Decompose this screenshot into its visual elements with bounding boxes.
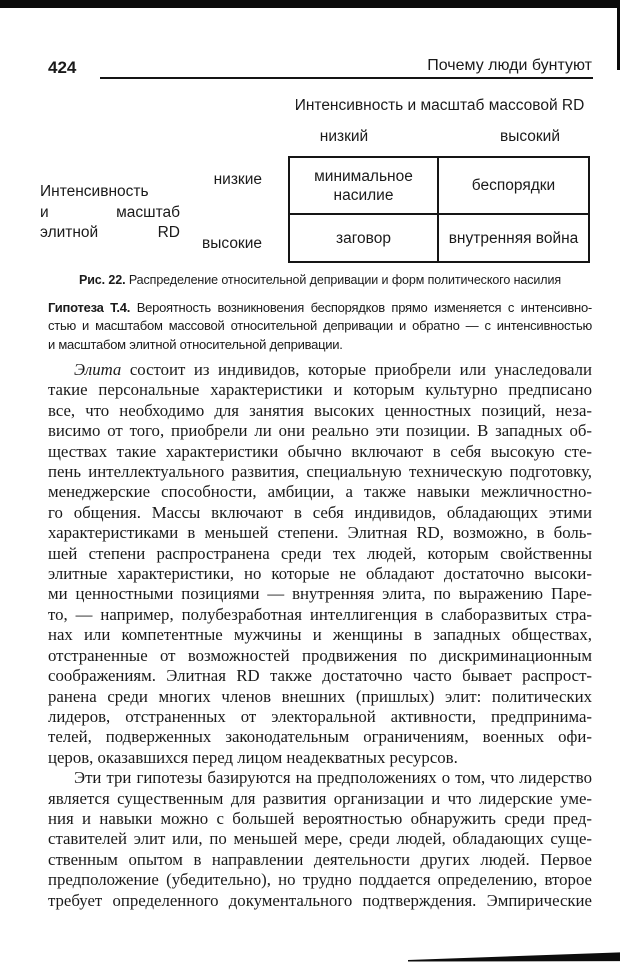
text-line: характеристиками в меньшей степени. Элитная RD, возможно, в боль- bbox=[48, 523, 592, 543]
hypothesis-block bbox=[48, 299, 592, 354]
text-line: ми ценностными позициями — внутренняя элита, по выражению Паре- bbox=[48, 584, 592, 604]
paragraph-first-line: Эти три гипотезы базируются на предположениях о том, что лидерство bbox=[74, 768, 592, 788]
figure-caption-label: Рис. 22. bbox=[78, 273, 126, 287]
figure-top-axis-label: Интенсивность и масштаб массовой RD bbox=[294, 97, 585, 114]
text-line: и масштаб bbox=[40, 203, 180, 221]
text-line: то, — например, полубезработная интеллигенция в слаборазвитых стра- bbox=[48, 604, 592, 624]
hypothesis-first-line-text: Вероятность возникновения беспорядков прямо изменяется с интенсивно- bbox=[130, 300, 592, 315]
body-paragraph-elite bbox=[48, 360, 592, 768]
text-line: ществах такие характеристики обычно включают в себя высокую сте- bbox=[48, 441, 592, 461]
text-line: все, что необходимо для занятия высоких ценностных позиций, неза- bbox=[48, 400, 592, 420]
text-line: висимо от того, приобрели ли они реально эти позиции. В западных об- bbox=[48, 421, 592, 441]
paragraph-first-line bbox=[48, 360, 592, 380]
row-label-low: низкие bbox=[213, 171, 262, 188]
paragraph-lines bbox=[48, 789, 592, 911]
text-line: является существенным для развития организации и что лидерские уме- bbox=[48, 788, 592, 808]
text-line: такие персональные характеристики и которым культурно предписано bbox=[48, 380, 592, 400]
hypothesis-first-line bbox=[48, 299, 592, 317]
text-line: Интенсивность bbox=[40, 183, 149, 200]
header-rule bbox=[100, 77, 593, 79]
body-text bbox=[48, 360, 592, 911]
row-label-high: высокие bbox=[202, 235, 262, 252]
text-line: соображениям. Элитная RD также достаточно часто бывает распрост- bbox=[48, 666, 592, 686]
paragraph-lead-word: Элита bbox=[74, 360, 122, 379]
scan-artifact-top-bar bbox=[0, 0, 620, 8]
text-line: телей, подверженных законодательным ограничениям, военных офи- bbox=[48, 727, 592, 747]
column-label-high: высокий bbox=[499, 128, 561, 145]
text-line: церов, оказавшихся перед лицом неадекватных ресурсов. bbox=[48, 747, 458, 767]
text-line: го общения. Массы включают в себя индивидов, обладающих этими bbox=[48, 502, 592, 522]
table-cell-internal-war: внутренняя война bbox=[448, 229, 579, 247]
text-line: и масштабом элитной относительной депривации. bbox=[48, 336, 343, 352]
column-label-low: низкий bbox=[319, 128, 369, 145]
text-line: пень интеллектуального развития, специальную техническую подготовку, bbox=[48, 462, 592, 482]
running-head: Почему люди бунтуют bbox=[427, 57, 592, 74]
paragraph-lines bbox=[48, 380, 592, 768]
text-line: менеджерские способности, амбиции, а также навыки межличностно- bbox=[48, 482, 592, 502]
figure-matrix-table bbox=[288, 156, 590, 263]
hypothesis-lines bbox=[48, 317, 592, 354]
body-paragraph-hypotheses bbox=[48, 768, 592, 911]
table-cell-minimal-violence: минимальное насилие bbox=[290, 158, 439, 215]
text-line: ранена среди многих членов внешних (пришлых) элит: политических bbox=[48, 686, 592, 706]
text-line: элитной RD bbox=[40, 224, 180, 241]
text-line: отстраненные от возможностей продвижения по дискриминационным bbox=[48, 645, 592, 665]
scan-artifact-bottom-wedge bbox=[408, 951, 620, 962]
page-number: 424 bbox=[48, 58, 77, 77]
figure-caption-text: Распределение относительной депривации и форм политического насилия bbox=[125, 273, 562, 287]
table-cell-conspiracy: заговор bbox=[290, 215, 439, 261]
text-line: ния и навыки можно с большей вероятностью обнаружить среди пред- bbox=[48, 808, 592, 828]
text-line: элитные характеристики, но которые не обладают достаточно высоки- bbox=[48, 564, 592, 584]
text-line: стью и масштабом массовой относительной депривации и обратно — с интенсивностью bbox=[48, 318, 592, 334]
figure-side-axis-label bbox=[40, 182, 180, 244]
table-cell-turmoil: беспорядки bbox=[439, 158, 588, 215]
paragraph-first-line-text: состоит из индивидов, которые приобрели или унаследовали bbox=[121, 360, 592, 379]
text-line: лидеров, отстраненных от электоральной активности, предпринима- bbox=[48, 706, 592, 726]
text-line: ставителей элит или, по меньшей мере, среди людей, обладающих суще- bbox=[48, 829, 592, 849]
hypothesis-label: Гипотеза Т.4. bbox=[48, 300, 131, 315]
text-line: нах или компетентные мужчины и женщины в западных обществах, bbox=[48, 625, 592, 645]
text-line: ственным опытом в направлении деятельности других людей. Первое bbox=[48, 849, 592, 869]
text-line: шей степени распространена среди тех людей, которым свойственны bbox=[48, 543, 592, 563]
figure-caption bbox=[48, 273, 592, 287]
text-line: требует определенного документального подтверждения. Эмпирические bbox=[48, 890, 592, 910]
text-line: предположение (убедительно), но трудно поддается определению, второе bbox=[48, 870, 592, 890]
